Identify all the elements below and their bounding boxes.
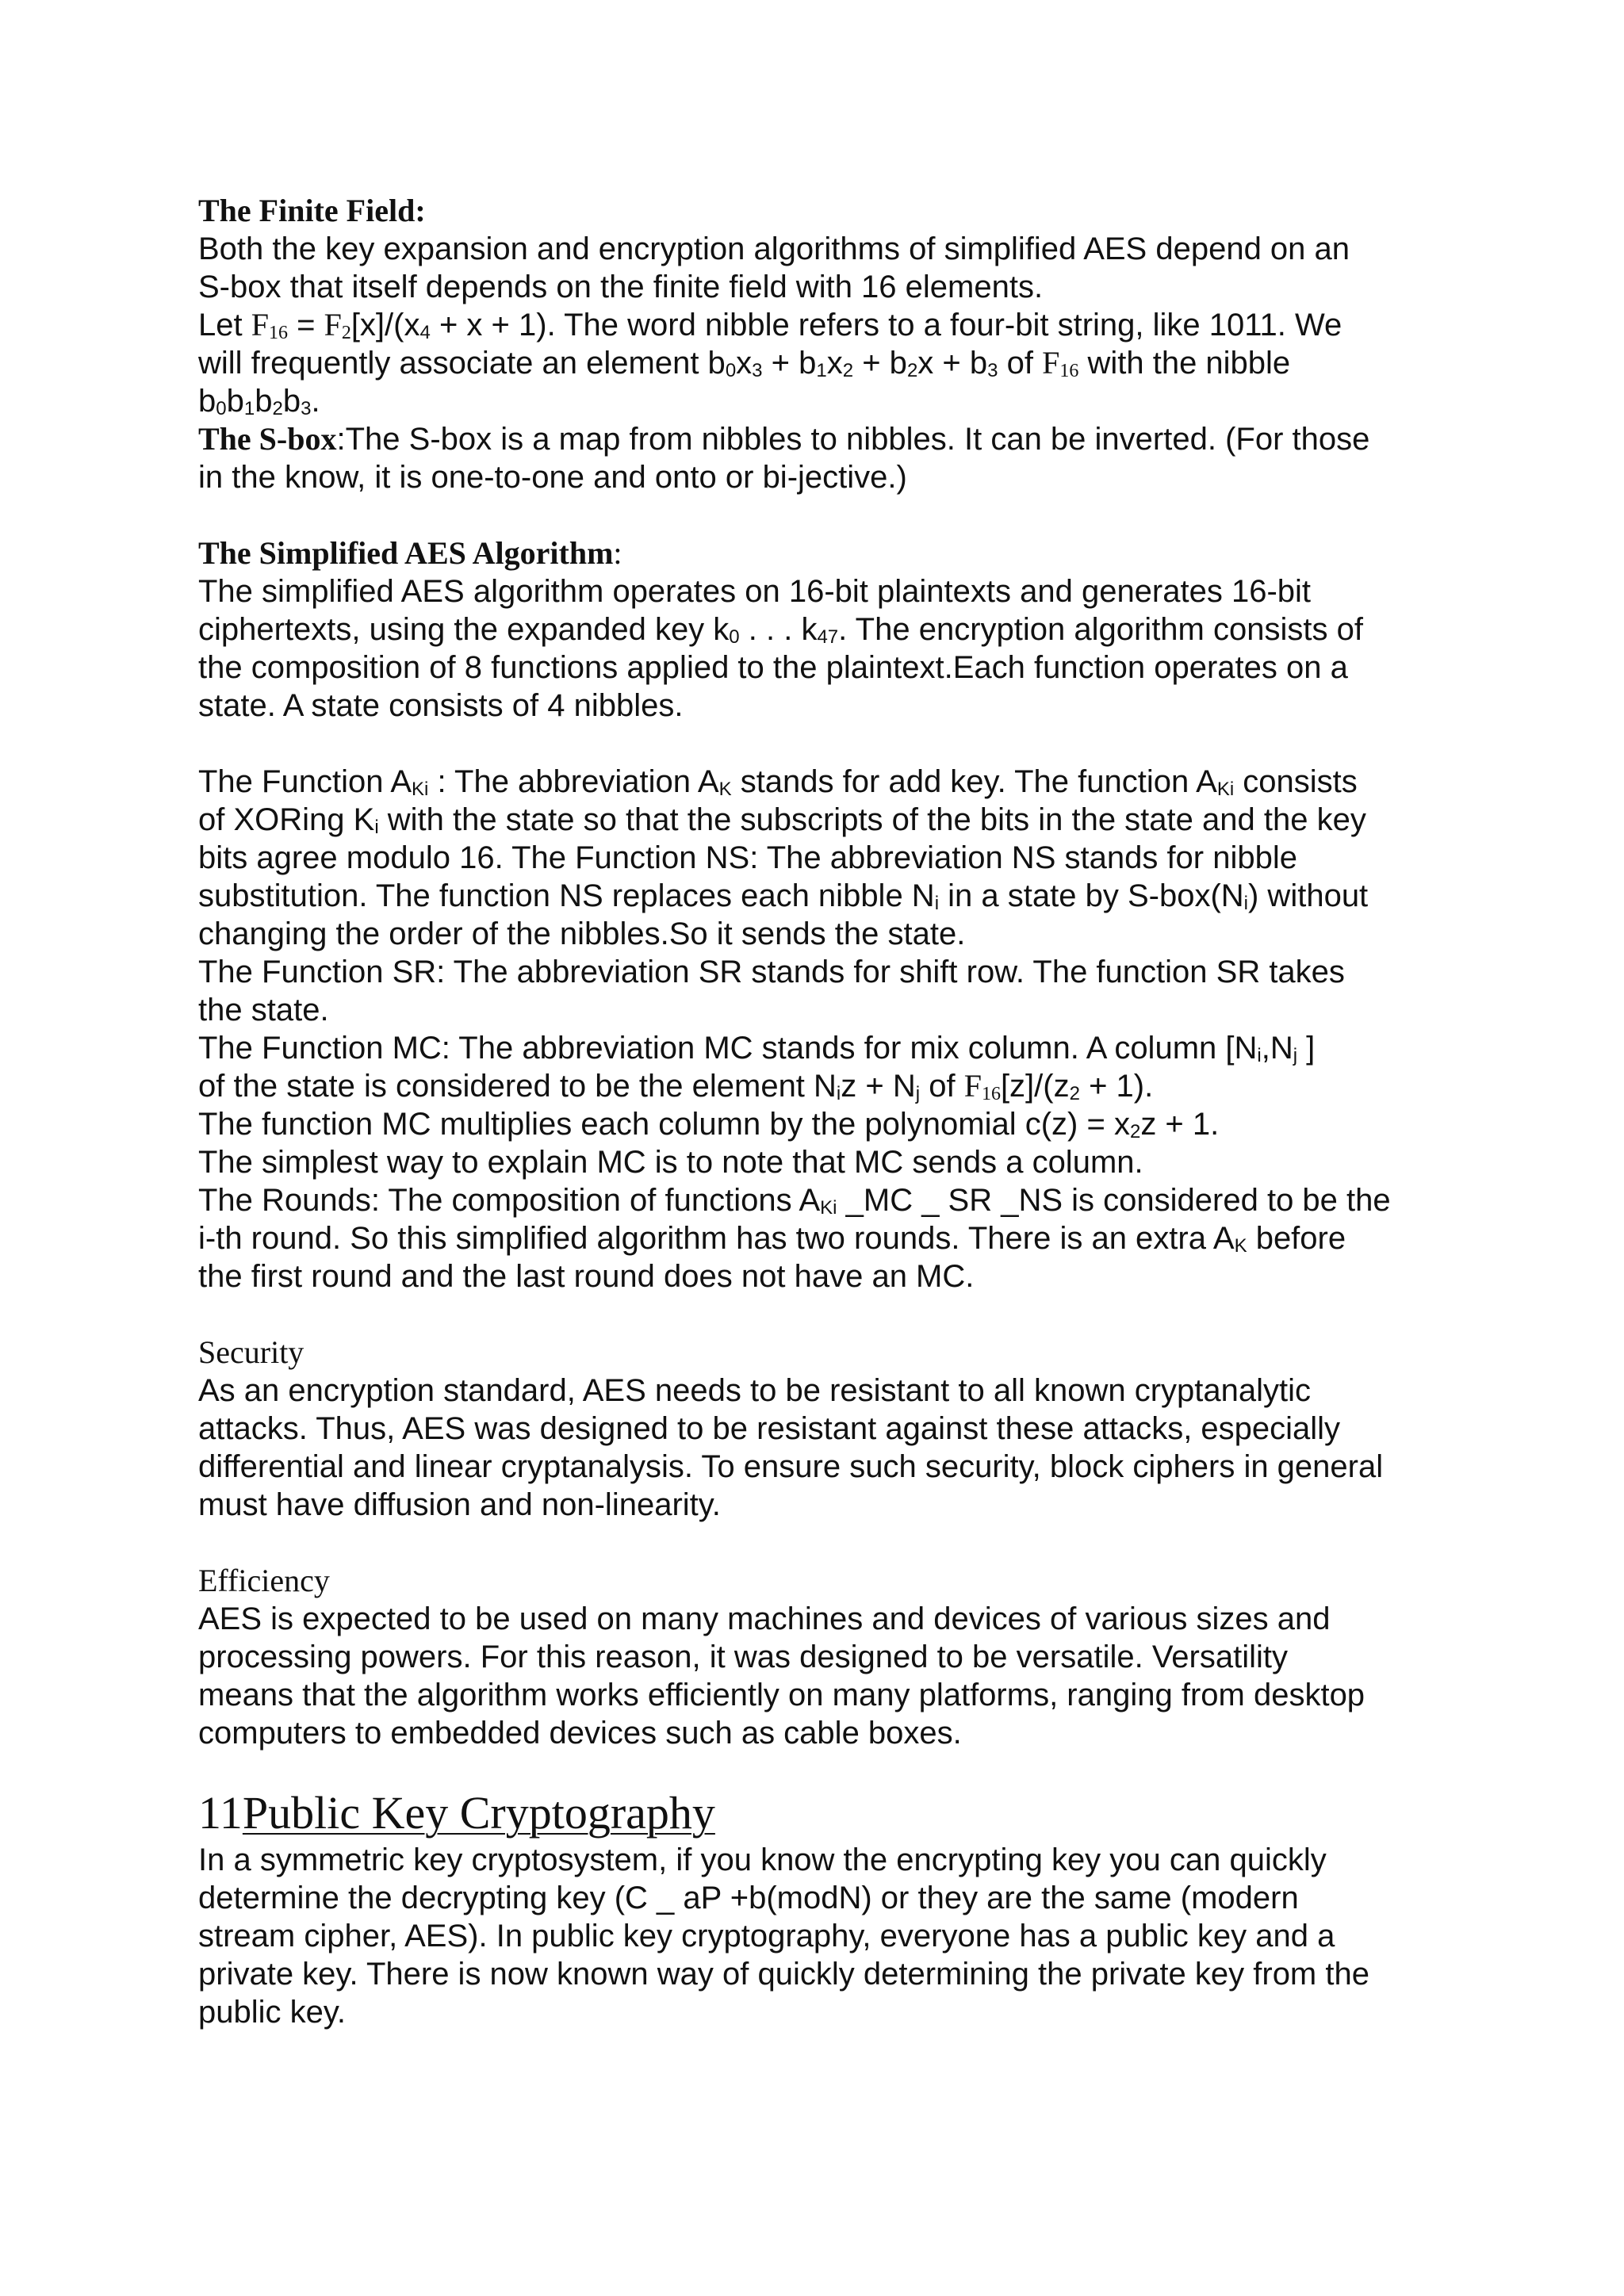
paragraph-line: in the know, it is one-to-one and onto or bi-jective.)	[198, 460, 907, 495]
paragraph-line: stream cipher, AES). In public key cryptography, everyone has a public key and a	[198, 1919, 1335, 1954]
paragraph-line: computers to embedded devices such as cable boxes.	[198, 1716, 962, 1751]
section-security	[198, 1334, 1451, 1524]
section-finite-field	[198, 192, 1451, 496]
paragraph-line: state. A state consists of 4 nibbles.	[198, 688, 684, 723]
paragraph-line: AES is expected to be used on many machines and devices of various sizes and	[198, 1601, 1331, 1636]
paragraph-line: The simplified AES algorithm operates on 16-bit plaintexts and generates 16-bit	[198, 574, 1312, 609]
paragraph-line: public key.	[198, 1995, 347, 2030]
paragraph-line: substitution. The function NS replaces each nibble Ni in a state by S-box(Ni) without	[198, 878, 1369, 914]
section-public-key	[198, 1785, 1451, 2031]
paragraph-line: The Function AKi : The abbreviation AK stands for add key. The function AKi consists	[198, 764, 1358, 800]
paragraph-line: In a symmetric key cryptosystem, if you know the encrypting key you can quickly	[198, 1843, 1327, 1877]
paragraph-line: determine the decrypting key (C _ aP +b(modN) or they are the same (modern	[198, 1881, 1299, 1915]
paragraph-line: changing the order of the nibbles.So it sends the state.	[198, 916, 966, 951]
paragraph-line: the composition of 8 functions applied to the plaintext.Each function operates on a	[198, 650, 1348, 685]
paragraph-line: S-box that itself depends on the finite field with 16 elements.	[198, 270, 1044, 304]
paragraph-line: private key. There is now known way of quickly determining the private key from the	[198, 1957, 1369, 1992]
sbox-heading: The S-box	[198, 421, 337, 457]
paragraph-line: Let F16 = F2[x]/(x4 + x + 1). The word nibble refers to a four-bit string, like 1011. We	[198, 307, 1342, 343]
efficiency-heading: Efficiency	[198, 1563, 330, 1598]
paragraph-line: the first round and the last round does not have an MC.	[198, 1259, 975, 1294]
paragraph-line: ciphertexts, using the expanded key k0 . . . k47. The encryption algorithm consists of	[198, 612, 1363, 648]
paragraph-line: The function MC multiplies each column by the polynomial c(z) = x2z + 1.	[198, 1107, 1220, 1142]
section-simplified-aes	[198, 534, 1451, 725]
paragraph-line: attacks. Thus, AES was designed to be resistant against these attacks, especially	[198, 1411, 1341, 1446]
paragraph-line: The Rounds: The composition of functions AKi _MC _ SR _NS is considered to be the	[198, 1183, 1391, 1219]
paragraph-line: The Function MC: The abbreviation MC stands for mix column. A column [Ni,Nj ]	[198, 1031, 1316, 1066]
paragraph-line: As an encryption standard, AES needs to be resistant to all known cryptanalytic	[198, 1373, 1312, 1408]
paragraph-line: bits agree modulo 16. The Function NS: The abbreviation NS stands for nibble	[198, 840, 1297, 875]
paragraph-line: The simplest way to explain MC is to note that MC sends a column.	[198, 1145, 1143, 1180]
paragraph-line: differential and linear cryptanalysis. To ensure such security, block ciphers in general	[198, 1449, 1384, 1484]
document-page	[198, 192, 1451, 2031]
paragraph-line: of XORing Ki with the state so that the subscripts of the bits in the state and the key	[198, 802, 1366, 838]
paragraph-line: processing powers. For this reason, it was designed to be versatile. Versatility	[198, 1640, 1288, 1674]
paragraph-line: The S-box:The S-box is a map from nibbles to nibbles. It can be inverted. (For those	[198, 421, 1370, 457]
finite-field-heading: The Finite Field:	[198, 193, 426, 228]
section-functions	[198, 763, 1451, 1295]
paragraph-line: of the state is considered to be the element Niz + Nj of F16[z]/(z2 + 1).	[198, 1068, 1154, 1104]
paragraph-line: i-th round. So this simplified algorithm has two rounds. There is an extra AK before	[198, 1221, 1346, 1257]
paragraph-line: The Function SR: The abbreviation SR stands for shift row. The function SR takes	[198, 955, 1345, 989]
public-key-heading	[198, 1785, 1451, 1841]
security-heading: Security	[198, 1334, 304, 1370]
paragraph-line: Both the key expansion and encryption algorithms of simplified AES depend on an	[198, 232, 1350, 266]
paragraph-line: b0b1b2b3.	[198, 384, 320, 419]
section-title: Public Key Cryptography	[242, 1787, 715, 1839]
simplified-aes-heading: The Simplified AES Algorithm:	[198, 535, 622, 571]
paragraph-line: the state.	[198, 993, 329, 1027]
section-number: 11	[198, 1787, 243, 1839]
paragraph-line: will frequently associate an element b0x3 + b1x2 + b2x + b3 of F16 with the nibble	[198, 345, 1291, 381]
paragraph-line: must have diffusion and non-linearity.	[198, 1487, 721, 1522]
paragraph-line: means that the algorithm works efficiently on many platforms, ranging from desktop	[198, 1678, 1365, 1712]
section-efficiency	[198, 1562, 1451, 1752]
